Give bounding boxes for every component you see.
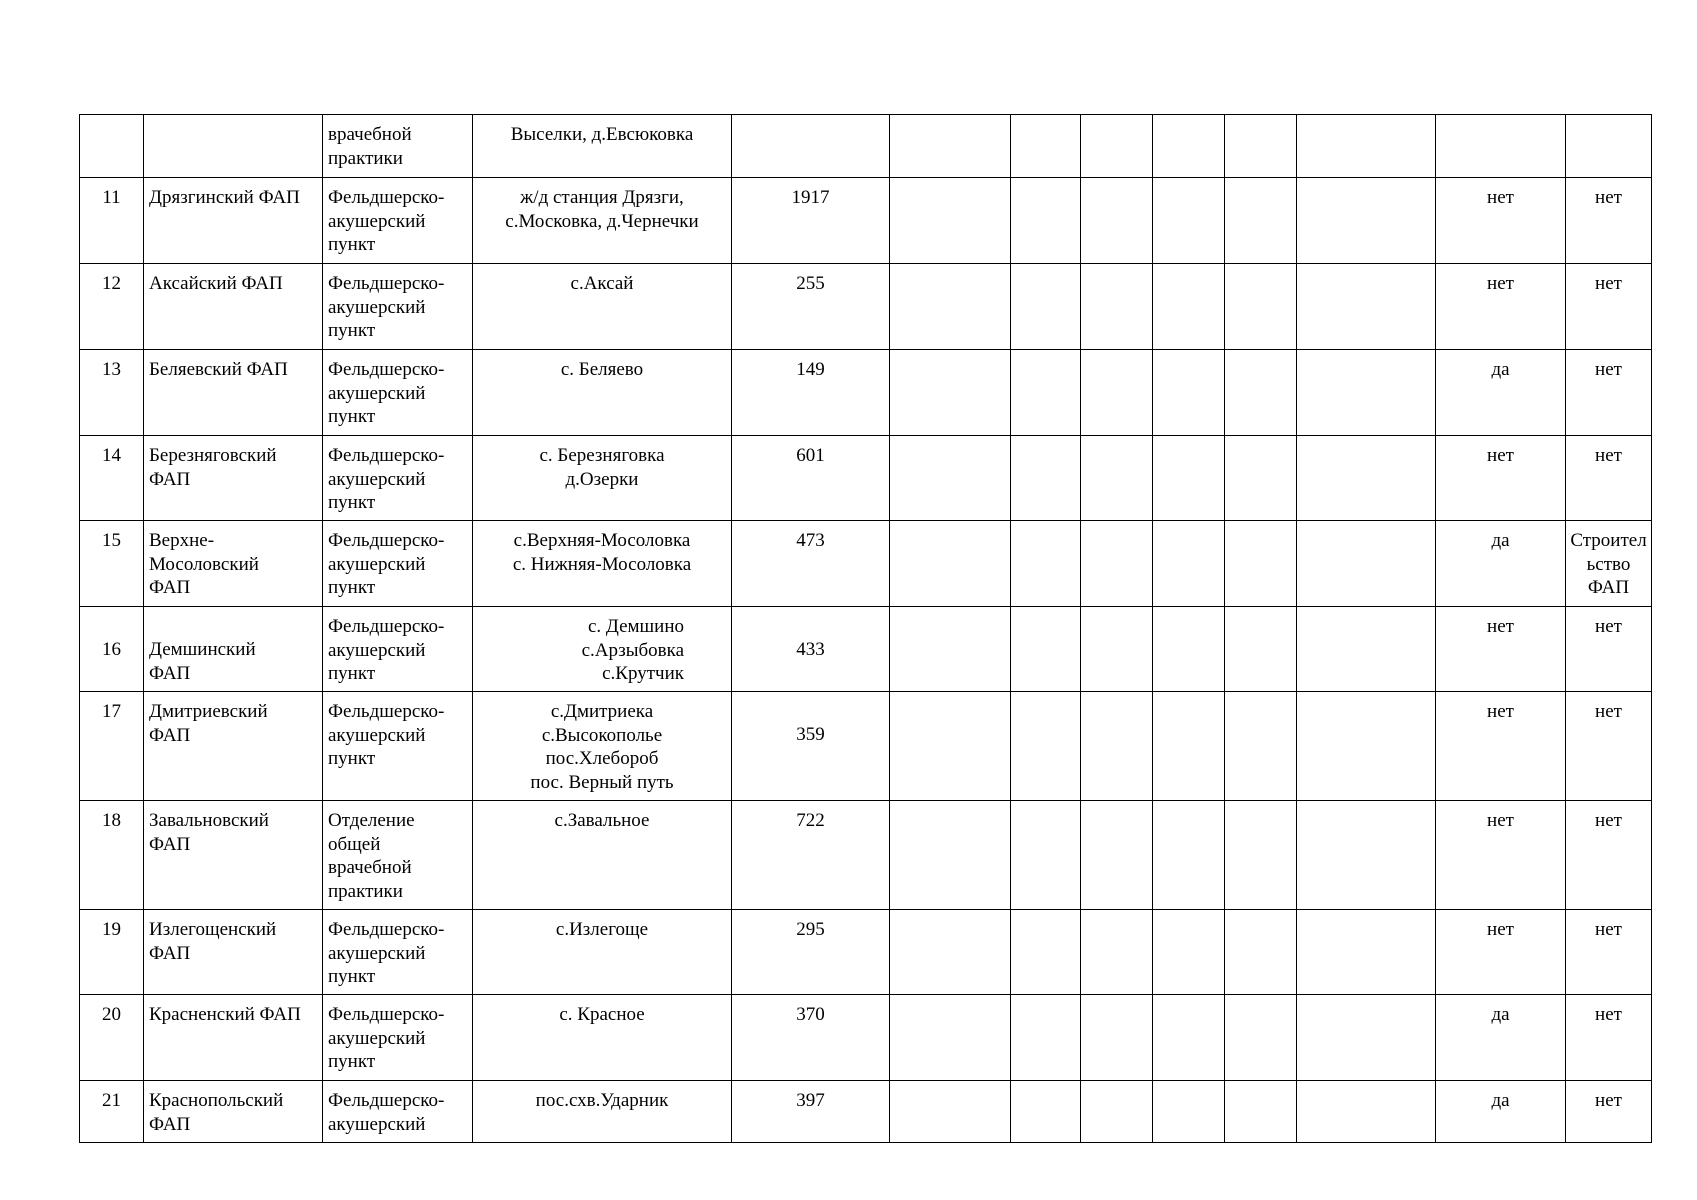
note-cell: нет (1566, 607, 1652, 692)
empty-cell (1011, 178, 1081, 264)
facility-type-cell: Фельдшерско- акушерский пункт (323, 692, 473, 801)
population-cell: 601 (732, 436, 890, 521)
empty-cell (1011, 692, 1081, 801)
locations-cell: Выселки, д.Евсюковка (473, 115, 732, 178)
empty-cell (1153, 264, 1225, 350)
table-row (80, 115, 1652, 178)
empty-cell (1297, 910, 1436, 995)
row-number-cell: 12 (80, 264, 144, 350)
note-cell: нет (1566, 692, 1652, 801)
empty-cell (1153, 910, 1225, 995)
locations-cell: с. Беляево (473, 350, 732, 436)
empty-cell (1225, 910, 1297, 995)
empty-cell (1153, 178, 1225, 264)
facility-name-cell (144, 115, 323, 178)
table-row (80, 910, 1652, 995)
empty-cell (1297, 607, 1436, 692)
empty-cell (1225, 521, 1297, 607)
table-row (80, 264, 1652, 350)
population-cell: 359 (732, 692, 890, 801)
empty-cell (1225, 115, 1297, 178)
flag-cell: нет (1436, 692, 1566, 801)
empty-cell (1297, 178, 1436, 264)
empty-cell (1081, 178, 1153, 264)
empty-cell (1081, 910, 1153, 995)
empty-cell (1081, 115, 1153, 178)
empty-cell (1011, 910, 1081, 995)
note-cell: нет (1566, 436, 1652, 521)
empty-cell (1297, 350, 1436, 436)
facility-name-cell: Излегощенский ФАП (144, 910, 323, 995)
empty-cell (1081, 350, 1153, 436)
empty-cell (1081, 436, 1153, 521)
note-cell: нет (1566, 178, 1652, 264)
empty-cell (1011, 801, 1081, 910)
facility-name-cell: Верхне- Мосоловский ФАП (144, 521, 323, 607)
empty-cell (1297, 521, 1436, 607)
note-cell: нет (1566, 1081, 1652, 1143)
note-cell: Строител ьство ФАП (1566, 521, 1652, 607)
empty-cell (1081, 995, 1153, 1081)
flag-cell: нет (1436, 178, 1566, 264)
empty-cell (1153, 692, 1225, 801)
row-number-cell: 19 (80, 910, 144, 995)
empty-cell (1153, 801, 1225, 910)
empty-cell (1011, 115, 1081, 178)
population-cell (732, 115, 890, 178)
empty-cell (890, 350, 1011, 436)
facilities-table (79, 114, 1652, 1143)
flag-cell: нет (1436, 607, 1566, 692)
flag-cell: да (1436, 521, 1566, 607)
facility-type-cell: врачебной практики (323, 115, 473, 178)
population-cell: 370 (732, 995, 890, 1081)
facility-name-cell: Демшинский ФАП (144, 607, 323, 692)
flag-cell: да (1436, 350, 1566, 436)
table-row (80, 995, 1652, 1081)
facility-type-cell: Отделение общей врачебной практики (323, 801, 473, 910)
flag-cell: да (1436, 1081, 1566, 1143)
empty-cell (1153, 350, 1225, 436)
population-cell: 295 (732, 910, 890, 995)
row-number-cell: 17 (80, 692, 144, 801)
table-row (80, 521, 1652, 607)
locations-cell: пос.схв.Ударник (473, 1081, 732, 1143)
empty-cell (1081, 1081, 1153, 1143)
facility-name-cell: Красненский ФАП (144, 995, 323, 1081)
population-cell: 473 (732, 521, 890, 607)
flag-cell (1436, 115, 1566, 178)
empty-cell (1011, 995, 1081, 1081)
row-number-cell: 20 (80, 995, 144, 1081)
facility-name-cell: Дрязгинский ФАП (144, 178, 323, 264)
facility-type-cell: Фельдшерско- акушерский пункт (323, 607, 473, 692)
row-number-cell: 16 (80, 607, 144, 692)
row-number-cell: 11 (80, 178, 144, 264)
empty-cell (890, 115, 1011, 178)
locations-cell: с.Верхняя-Мосоловка с. Нижняя-Мосоловка (473, 521, 732, 607)
empty-cell (1153, 995, 1225, 1081)
facility-type-cell: Фельдшерско- акушерский пункт (323, 995, 473, 1081)
empty-cell (1225, 436, 1297, 521)
table-row (80, 350, 1652, 436)
table-row (80, 801, 1652, 910)
empty-cell (1011, 350, 1081, 436)
population-cell: 722 (732, 801, 890, 910)
empty-cell (1297, 436, 1436, 521)
empty-cell (890, 436, 1011, 521)
empty-cell (1225, 692, 1297, 801)
empty-cell (1081, 692, 1153, 801)
population-cell: 255 (732, 264, 890, 350)
table-row (80, 436, 1652, 521)
empty-cell (1225, 1081, 1297, 1143)
facility-name-cell: Дмитриевский ФАП (144, 692, 323, 801)
population-cell: 397 (732, 1081, 890, 1143)
empty-cell (1153, 436, 1225, 521)
empty-cell (1011, 436, 1081, 521)
flag-cell: нет (1436, 436, 1566, 521)
locations-cell: с.Излегоще (473, 910, 732, 995)
row-number-cell: 15 (80, 521, 144, 607)
empty-cell (1011, 607, 1081, 692)
facility-name-cell: Краснопольский ФАП (144, 1081, 323, 1143)
locations-cell: с.Завальное (473, 801, 732, 910)
note-cell: нет (1566, 264, 1652, 350)
empty-cell (1297, 692, 1436, 801)
empty-cell (1081, 264, 1153, 350)
table-row (80, 1081, 1652, 1143)
empty-cell (890, 1081, 1011, 1143)
empty-cell (890, 801, 1011, 910)
facility-type-cell: Фельдшерско- акушерский пункт (323, 264, 473, 350)
empty-cell (890, 692, 1011, 801)
empty-cell (1225, 350, 1297, 436)
flag-cell: нет (1436, 910, 1566, 995)
facility-name-cell: Беляевский ФАП (144, 350, 323, 436)
empty-cell (1297, 264, 1436, 350)
empty-cell (1225, 801, 1297, 910)
facility-type-cell: Фельдшерско- акушерский пункт (323, 178, 473, 264)
empty-cell (1081, 801, 1153, 910)
locations-cell: с. Березняговка д.Озерки (473, 436, 732, 521)
empty-cell (1153, 521, 1225, 607)
facility-type-cell: Фельдшерско- акушерский пункт (323, 436, 473, 521)
empty-cell (890, 264, 1011, 350)
table-row (80, 607, 1652, 692)
note-cell: нет (1566, 350, 1652, 436)
empty-cell (1225, 607, 1297, 692)
empty-cell (1297, 115, 1436, 178)
empty-cell (1225, 178, 1297, 264)
locations-cell: с. Демшино с.Арзыбовка с.Крутчик (473, 607, 732, 692)
facility-name-cell: Березняговский ФАП (144, 436, 323, 521)
empty-cell (890, 995, 1011, 1081)
empty-cell (1297, 801, 1436, 910)
note-cell (1566, 115, 1652, 178)
table-row (80, 692, 1652, 801)
locations-cell: с.Дмитриека с.Высокополье пос.Хлебороб пос. Верный путь (473, 692, 732, 801)
facility-name-cell: Завальновский ФАП (144, 801, 323, 910)
empty-cell (890, 178, 1011, 264)
row-number-cell: 18 (80, 801, 144, 910)
population-cell: 149 (732, 350, 890, 436)
facility-type-cell: Фельдшерско- акушерский (323, 1081, 473, 1143)
empty-cell (890, 607, 1011, 692)
empty-cell (1011, 1081, 1081, 1143)
empty-cell (1153, 1081, 1225, 1143)
note-cell: нет (1566, 801, 1652, 910)
table-row (80, 178, 1652, 264)
note-cell: нет (1566, 910, 1652, 995)
flag-cell: нет (1436, 264, 1566, 350)
row-number-cell (80, 115, 144, 178)
note-cell: нет (1566, 995, 1652, 1081)
empty-cell (1225, 264, 1297, 350)
empty-cell (1011, 264, 1081, 350)
row-number-cell: 14 (80, 436, 144, 521)
population-cell: 433 (732, 607, 890, 692)
facility-type-cell: Фельдшерско- акушерский пункт (323, 910, 473, 995)
row-number-cell: 21 (80, 1081, 144, 1143)
empty-cell (890, 910, 1011, 995)
facility-name-cell: Аксайский ФАП (144, 264, 323, 350)
empty-cell (1081, 521, 1153, 607)
facility-type-cell: Фельдшерско- акушерский пункт (323, 350, 473, 436)
facility-type-cell: Фельдшерско- акушерский пункт (323, 521, 473, 607)
locations-cell: с. Красное (473, 995, 732, 1081)
empty-cell (1153, 115, 1225, 178)
row-number-cell: 13 (80, 350, 144, 436)
locations-cell: ж/д станция Дрязги, с.Московка, д.Чернечки (473, 178, 732, 264)
population-cell: 1917 (732, 178, 890, 264)
empty-cell (1225, 995, 1297, 1081)
empty-cell (1297, 1081, 1436, 1143)
empty-cell (1153, 607, 1225, 692)
locations-cell: с.Аксай (473, 264, 732, 350)
empty-cell (1081, 607, 1153, 692)
flag-cell: нет (1436, 801, 1566, 910)
empty-cell (1011, 521, 1081, 607)
flag-cell: да (1436, 995, 1566, 1081)
empty-cell (890, 521, 1011, 607)
empty-cell (1297, 995, 1436, 1081)
